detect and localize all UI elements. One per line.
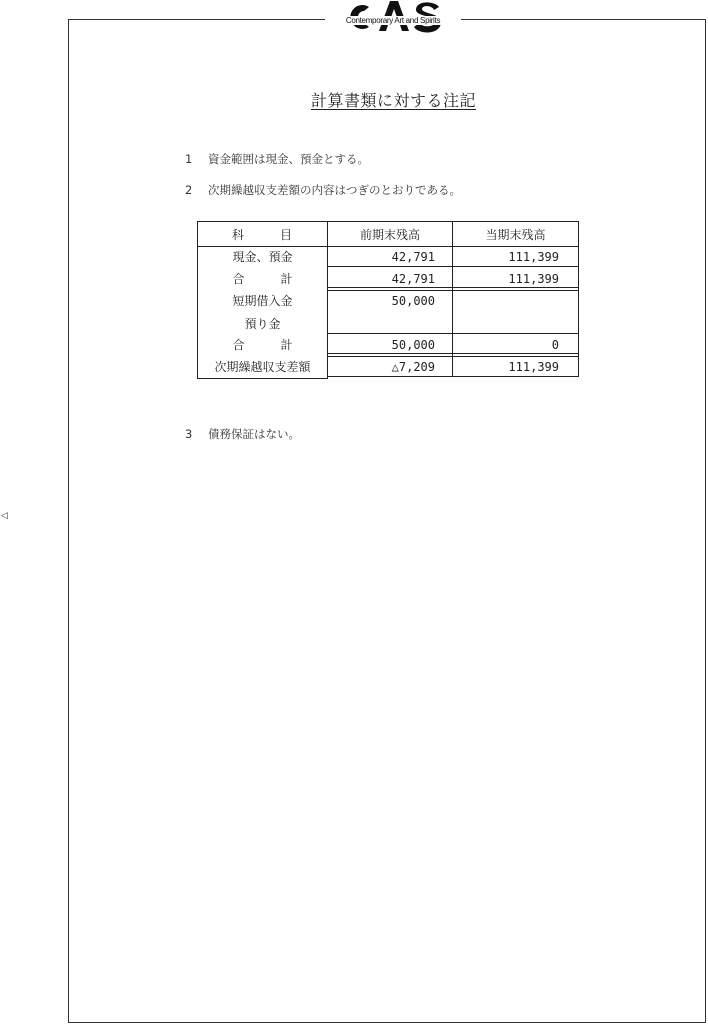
note-1-number: 1 <box>185 152 193 166</box>
row-carryover-item: 次期繰越収支差額 <box>214 360 311 374</box>
row-deposits-received-item: 預り金 <box>244 317 281 331</box>
row-subtotal-2-item: 合 計 <box>232 338 293 352</box>
note-2-number: 2 <box>185 183 193 197</box>
row-cash-deposit-curr: 111,399 <box>508 250 559 264</box>
page-frame <box>68 19 706 1023</box>
row-cash-deposit-prev: 42,791 <box>391 250 435 264</box>
row-cash-deposit-item: 現金、預金 <box>232 250 293 264</box>
logo-tagline: Contemporary Art and Spirits <box>345 16 441 25</box>
side-triangle-marker: ◁ <box>1 511 8 521</box>
header-item: 科 目 <box>231 228 292 242</box>
row-carryover-prev: △7,209 <box>391 360 435 374</box>
row-short-term-loan-item: 短期借入金 <box>232 294 293 308</box>
row-carryover-curr: 111,399 <box>508 360 559 374</box>
page-title: 計算書類に対する注記 <box>311 91 477 110</box>
note-3-text: 債務保証はない。 <box>208 427 300 441</box>
note-3-number: 3 <box>185 427 193 441</box>
header-prev-balance: 前期末残高 <box>359 228 420 242</box>
row-short-term-loan-prev: 50,000 <box>391 294 435 308</box>
note-2 <box>185 182 461 198</box>
row-subtotal-2-curr: 0 <box>551 338 559 352</box>
note-3 <box>185 426 300 442</box>
cas-logo <box>325 0 461 38</box>
header-curr-balance: 当期末残高 <box>485 228 546 242</box>
note-1 <box>185 151 369 167</box>
row-subtotal-1-prev: 42,791 <box>391 272 435 286</box>
row-subtotal-1-curr: 111,399 <box>508 272 559 286</box>
balance-table <box>197 221 579 379</box>
note-1-text: 資金範囲は現金、預金とする。 <box>208 152 369 166</box>
row-subtotal-2-prev: 50,000 <box>391 338 435 352</box>
row-subtotal-1-item: 合 計 <box>232 272 293 286</box>
note-2-text: 次期繰越収支差額の内容はつぎのとおりである。 <box>208 183 461 197</box>
